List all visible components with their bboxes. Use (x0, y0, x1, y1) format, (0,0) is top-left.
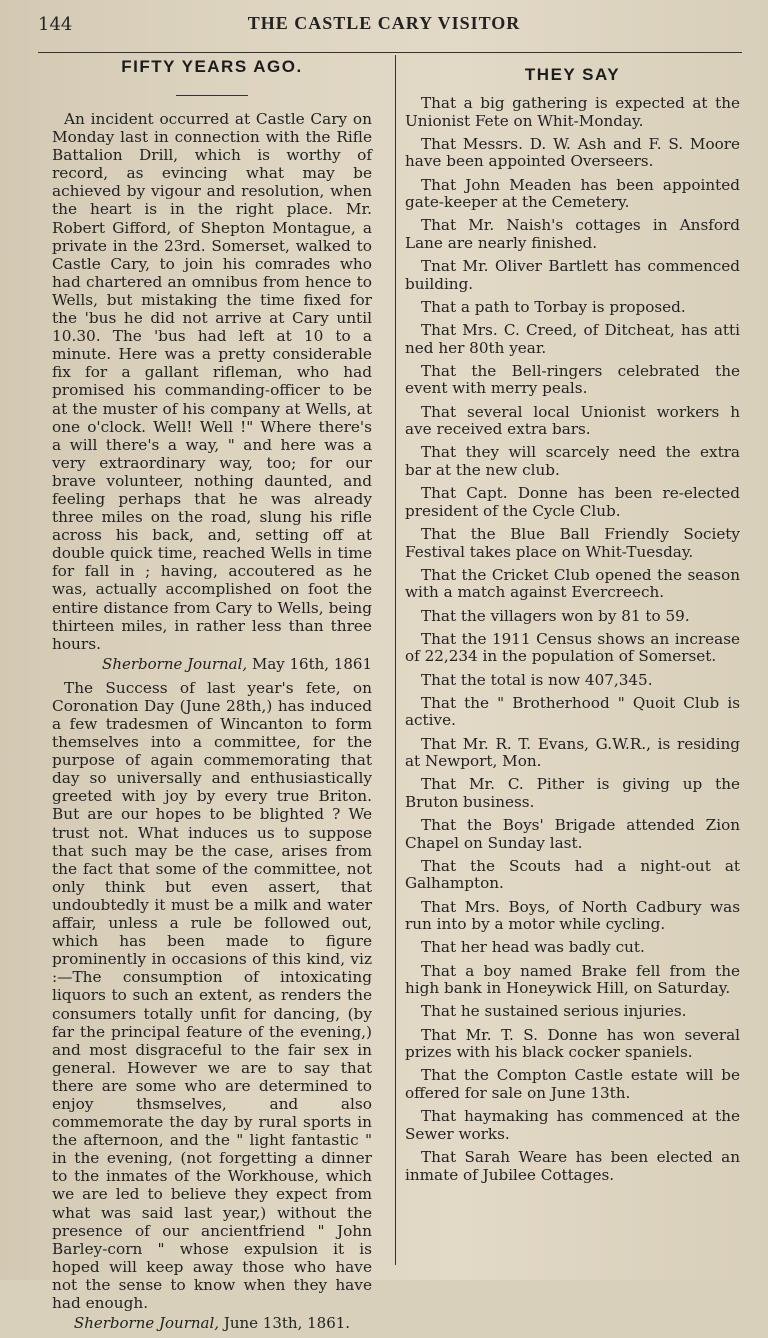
they-say-list (405, 95, 740, 1184)
article-paragraph-2: The Success of last year's fete, on Coronation Day (June 28th,) has induced a few tradesmen of Wincanton to form themselves into a committee, for the purpose of again commemorating that day so universally and enthusiastically greeted with joy by every true Briton. But are our hopes to be blighted ? We trust not. What induces us to suppose that such may be the case, arises from the fact that some of the committee, not only think but even assert, that undoubtedly it must be a milk and water affair, unless a rule be followed out, which has been made to figure prominently in occasions of this kind, viz :—The consumption of intoxicating liquors to such an extent, as renders the consumers totally unfit for dancing, (by far the principal feature of the evening,) and most disgraceful to the fair sex in general. However we are to say that there are some who are determined to enjoy thsmselves, and also commemorate the day by rural sports in the afternoon, and the " light fantastic " in the evening, (not forgetting a dinner to the inmates of the Workhouse, which we are led to believe they expect from what was said last year,) without the presence of our ancientfriend " John Barley-corn " whose expulsion it is hoped will keep away those who have not the sense to know when they have had enough. (52, 678, 372, 1312)
source-paper-2: Sherborne Journal, (73, 1314, 220, 1333)
they-say-item: That her head was badly cut. (421, 938, 645, 957)
they-say-item: That Mrs. Boys, of North Cadbury was run into by a motor while cycling. (405, 897, 740, 934)
article-paragraph-1: An incident occurred at Castle Cary on Monday last in connection with the Rifle Battalion Drill, which is worthy of record, as evincing what may be achieved by vigour and resolution, when the heart is in the right place. Mr. Robert Gifford, of Shepton Montague, a private in the 23rd. Somerset, walked to Castle Cary, to join his comrades who had chartered an omnibus from hence to Wells, but mistaking the time fixed for the 'bus he did not arrive at Cary until 10.30. The 'bus had left at 10 to a minute. Here was a pretty considerable fix for a gallant rifleman, who had promised his commanding-officer to be at the muster of his company at Wells, at one o'clock. Well! Well !" Where there's a will there's a way, " and here was a very extraordinary way, too; for our brave volunteer, nothing daunted, and feeling perhaps that he was already three miles on the road, slung his rifle across his back, and, setting off at double quick time, reached Wells in time for fall in ; having, accoutered as he was, actually accomplished on foot the entire distance from Cary to Wells, being thirteen miles, in rather less than three hours. (52, 110, 372, 653)
they-say-item: That Messrs. D. W. Ash and F. S. Moore have been appointed Overseers. (405, 134, 740, 171)
they-say-item: That the total is now 407,345. (421, 670, 653, 689)
they-say-item: That the Cricket Club opened the season with a match against Evercreech. (405, 565, 740, 602)
they-say-item: That they will scarcely need the extra bar at the new club. (405, 443, 740, 480)
column-divider (395, 55, 396, 1265)
they-say-item: That the 1911 Census shows an increase of 22,234 in the population of Somerset. (405, 629, 740, 666)
they-say-item: That the Scouts had a night-out at Galhampton. (405, 856, 740, 893)
they-say-item: That several local Unionist workers h ave received extra bars. (405, 402, 740, 439)
they-say-item: That a big gathering is expected at the Unionist Fete on Whit-Monday. (405, 94, 740, 130)
they-say-item: That Capt. Donne has been re-elected president of the Cycle Club. (405, 484, 740, 520)
they-say-item: That Mr. C. Pither is giving up the Bruton business. (405, 775, 740, 811)
they-say-item: Tnat Mr. Oliver Bartlett has commenced building. (405, 257, 740, 293)
journal-title: THE CASTLE CARY VISITOR (247, 13, 521, 33)
fifty-years-ago-column (52, 55, 372, 1338)
section-title-they-say: THEY SAY (524, 65, 621, 84)
they-say-item: That Mr. T. S. Donne has won several prizes with his black cocker spaniels. (405, 1025, 740, 1062)
they-say-item: That the Bell-ringers celebrated the event with merry peals. (405, 361, 740, 398)
source-date-1: May 16th, 1861 (247, 654, 372, 673)
title-rule (176, 95, 248, 96)
they-say-item: That Mr. R. T. Evans, G.W.R., is residing at Newport, Mon. (405, 734, 740, 771)
source-citation-2 (52, 1314, 372, 1332)
they-say-item: That John Meaden has been appointed gate-keeper at the Cemetery. (405, 175, 740, 212)
they-say-item: That the " Brotherhood " Quoit Club is active. (405, 693, 740, 730)
source-paper-1: Sherborne Journal, (102, 654, 248, 673)
page-header (0, 0, 768, 50)
they-say-column (405, 55, 740, 1190)
they-say-item: That Sarah Weare has been elected an inmate of Jubilee Cottages. (405, 1147, 740, 1184)
they-say-item: That Mrs. C. Creed, of Ditcheat, has atti ned her 80th year. (405, 321, 740, 357)
they-say-item: That the Compton Castle estate will be offered for sale on June 13th. (405, 1066, 740, 1102)
they-say-item: That haymaking has commenced at the Sewer works. (405, 1107, 740, 1143)
source-citation-1 (52, 655, 372, 673)
they-say-item: That he sustained serious injuries. (421, 1002, 687, 1021)
they-say-item: That Mr. Naish's cottages in Ansford Lane are nearly finished. (405, 216, 740, 252)
they-say-item: That a boy named Brake fell from the high bank in Honeywick Hill, on Saturday. (405, 961, 740, 998)
section-title-fifty-years-ago: FIFTY YEARS AGO. (121, 57, 303, 76)
they-say-item: That the Blue Ball Friendly Society Festival takes place on Whit-Tuesday. (405, 525, 740, 561)
header-rule (38, 52, 742, 53)
they-say-item: That a path to Torbay is proposed. (421, 297, 686, 316)
source-date-2: June 13th, 1861. (219, 1314, 351, 1333)
they-say-item: That the villagers won by 81 to 59. (421, 606, 690, 625)
page-number: 144 (38, 14, 73, 35)
they-say-item: That the Boys' Brigade attended Zion Chapel on Sunday last. (405, 816, 740, 852)
